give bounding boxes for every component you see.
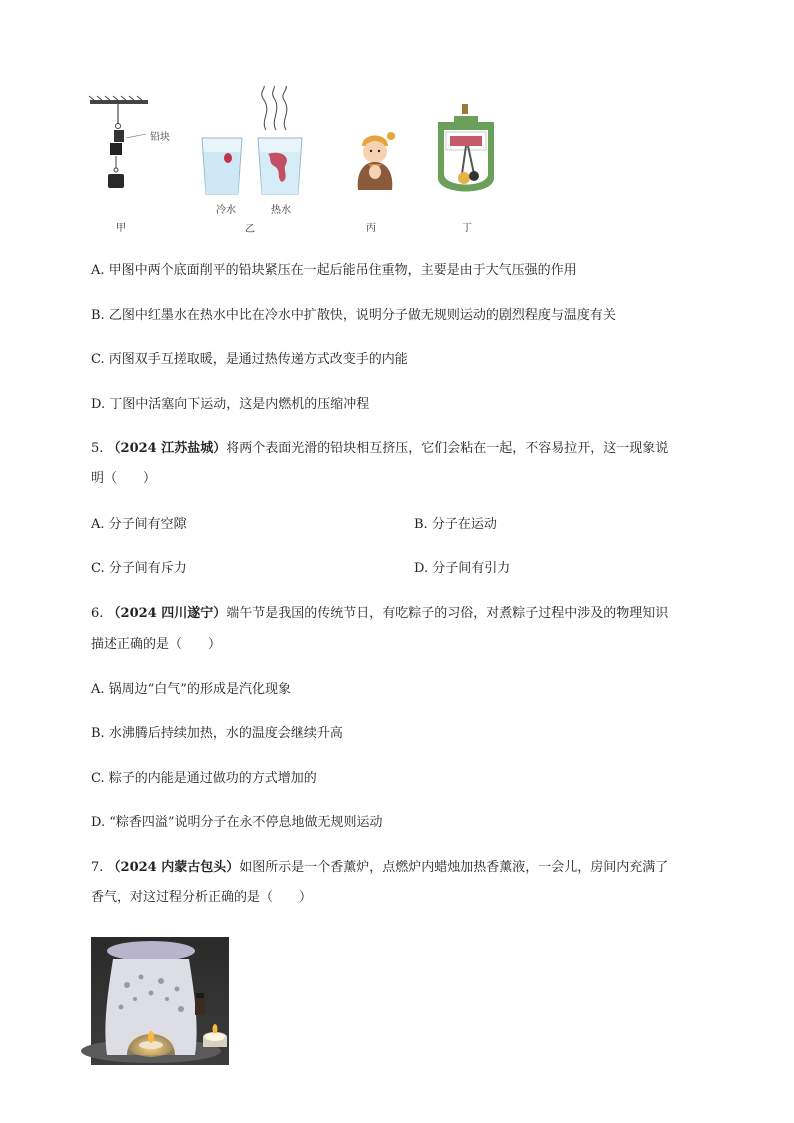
q5-stem-text: 将两个表面光滑的铅块相互挤压，它们会粘在一起，不容易拉开，这一现象说 bbox=[226, 441, 669, 456]
q4-option-a: A. 甲图中两个底面削平的铅块紧压在一起后能吊住重物，主要是由于大气压强的作用 bbox=[91, 263, 577, 278]
figure-label-bing: 丙 bbox=[366, 223, 376, 234]
beakers-figure bbox=[198, 86, 308, 198]
q5-option-d: D. 分子间有引力 bbox=[414, 561, 511, 576]
q6-number: 6. bbox=[91, 606, 104, 621]
aroma-diffuser-photo bbox=[91, 937, 229, 1065]
q5-option-b: B. 分子在运动 bbox=[414, 517, 497, 532]
q6-source: （2024 四川遂宁） bbox=[107, 606, 227, 621]
q5-source: （2024 江苏盐城） bbox=[107, 441, 227, 456]
hot-water-label: 热水 bbox=[271, 205, 291, 216]
q7-stem-text: 如图所示是一个香薰炉，点燃炉内蜡烛加热香薰液，一会儿，房间内充满了 bbox=[239, 860, 669, 875]
figure-label-ding: 丁 bbox=[462, 223, 472, 234]
q6-option-a: A. 锅周边“白气”的形成是汽化现象 bbox=[91, 682, 291, 697]
figure-label-yi: 乙 bbox=[245, 224, 255, 235]
q7-number: 7. bbox=[91, 860, 104, 875]
engine-cylinder-figure bbox=[434, 104, 498, 200]
q6-stem-line1 bbox=[91, 605, 668, 623]
q5-number: 5. bbox=[91, 441, 104, 456]
q5-option-a: A. 分子间有空隙 bbox=[91, 517, 187, 532]
q7-stem-line1 bbox=[91, 859, 668, 877]
q5-stem-line2: 明（ ） bbox=[91, 471, 157, 486]
cold-water-label: 冷水 bbox=[216, 205, 236, 216]
q5-option-c: C. 分子间有斥力 bbox=[91, 561, 187, 576]
q6-stem-text: 端午节是我国的传统节日，有吃粽子的习俗，对煮粽子过程中涉及的物理知识 bbox=[226, 606, 669, 621]
q4-option-b: B. 乙图中红墨水在热水中比在冷水中扩散快，说明分子做无规则运动的剧烈程度与温度有关 bbox=[91, 308, 616, 323]
q7-stem-line2: 香气，对这过程分析正确的是（ ） bbox=[91, 890, 313, 905]
q6-option-c: C. 粽子的内能是通过做功的方式增加的 bbox=[91, 771, 317, 786]
q4-option-c: C. 丙图双手互搓取暖，是通过热传递方式改变手的内能 bbox=[91, 352, 408, 367]
q6-option-d: D. “粽香四溢”说明分子在永不停息地做无规则运动 bbox=[91, 815, 383, 830]
q7-source: （2024 内蒙古包头） bbox=[107, 860, 240, 875]
lead-label: 铅块 bbox=[150, 132, 170, 143]
child-rubbing-hands-figure bbox=[350, 128, 400, 196]
q4-option-d: D. 丁图中活塞向下运动，这是内燃机的压缩冲程 bbox=[91, 397, 370, 412]
q5-stem-line1 bbox=[91, 440, 668, 458]
figure-label-jia: 甲 bbox=[116, 223, 126, 234]
q6-option-b: B. 水沸腾后持续加热，水的温度会继续升高 bbox=[91, 726, 343, 741]
q6-stem-line2: 描述正确的是（ ） bbox=[91, 637, 222, 652]
lead-blocks-figure bbox=[88, 96, 158, 196]
